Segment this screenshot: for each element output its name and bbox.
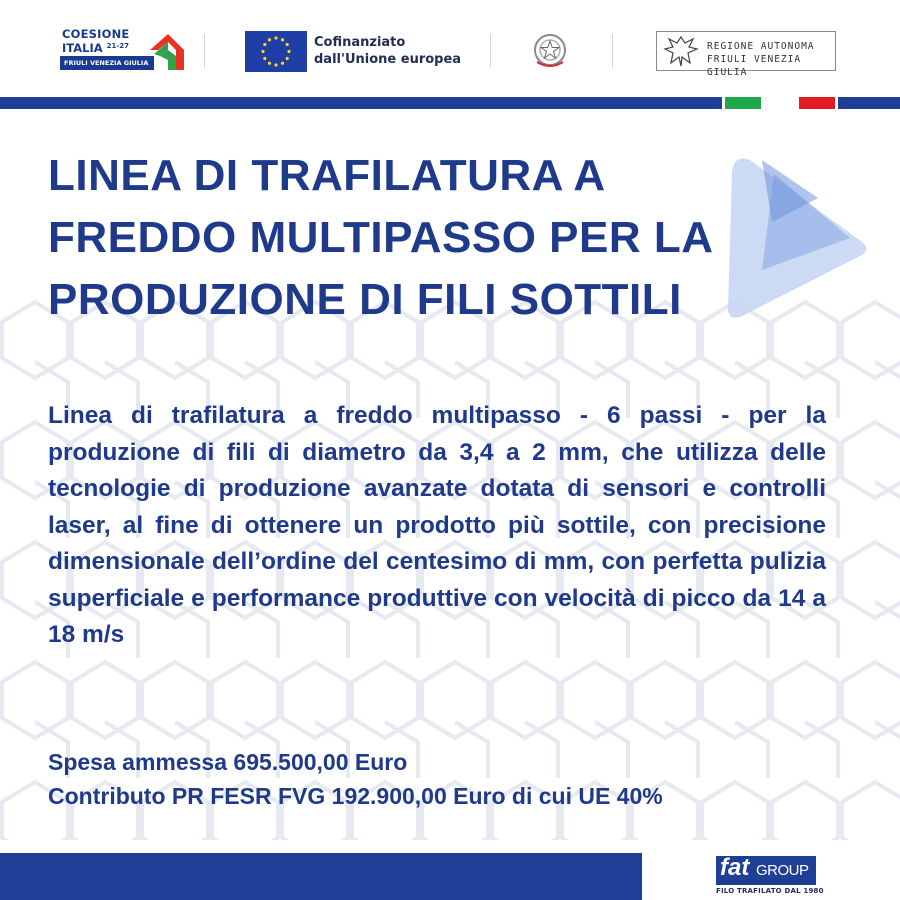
logo-separator: [612, 34, 613, 68]
brand-name-light: GROUP: [756, 862, 809, 879]
coesione-arrow-icon: [146, 30, 186, 72]
logo-separator: [490, 34, 491, 68]
eu-flag-icon: [245, 31, 307, 72]
eagle-icon: [661, 33, 701, 69]
logo-separator: [204, 34, 205, 68]
coesione-years: 21-27: [106, 42, 130, 50]
fat-group-logo: [716, 854, 824, 898]
regione-line1: REGIONE AUTONOMA: [707, 41, 815, 52]
coesione-line1: COESIONE: [62, 27, 130, 41]
decorative-triangles: [722, 150, 882, 330]
regione-line2: FRIULI VENEZIA GIULIA: [707, 54, 802, 78]
flag-stripe-green: [725, 97, 761, 109]
regione-text: [707, 40, 835, 79]
contributo-fesr: Contributo PR FESR FVG 192.900,00 Euro di cui UE 40%: [48, 783, 663, 809]
eu-line2: dall'Unione europea: [314, 52, 462, 67]
regione-fvg-logo: [656, 31, 836, 78]
flag-stripe-white: [761, 97, 799, 109]
top-blue-band: [0, 97, 722, 109]
top-blue-band-end: [838, 97, 900, 109]
logo-header: [0, 0, 900, 95]
eu-cofinanced-text: [314, 34, 461, 68]
bottom-blue-band: [0, 853, 642, 900]
project-description: Linea di trafilatura a freddo multipasso - 6 passi - per la produzione di fili di diametro da 3,4 a 2 mm, che utilizza delle tecnologie di produzione avanzate dotata di sensori e controlli laser, al fine di ottenere un prodotto più sottile, con precisione dimensionale dell’ordine del centesimo di mm, con perfetta pulizia superficiale e performance produttive con velocità di picco da 14 a 18 m/s: [48, 402, 826, 648]
coesione-italia-logo: [60, 28, 186, 74]
page-title: LINEA DI TRAFILATURA A FREDDO MULTIPASSO PER LA PRODUZIONE DI FILI SOTTILI: [48, 151, 712, 324]
eu-line1: Cofinanziato: [314, 35, 406, 50]
flag-stripe-red: [799, 97, 835, 109]
brand-name-bold: fat: [720, 854, 750, 881]
funding-info: [48, 745, 848, 813]
italian-republic-emblem-icon: [530, 30, 570, 72]
fat-group-wordmark: [716, 856, 816, 885]
spesa-ammessa: Spesa ammessa 695.500,00 Euro: [48, 749, 408, 775]
coesione-line2: ITALIA $^{21-27}$: [62, 41, 130, 55]
brand-tagline: FILO TRAFILATO DAL 1980: [716, 887, 824, 895]
coesione-region-bar: FRIULI VENEZIA GIULIA: [60, 56, 154, 70]
